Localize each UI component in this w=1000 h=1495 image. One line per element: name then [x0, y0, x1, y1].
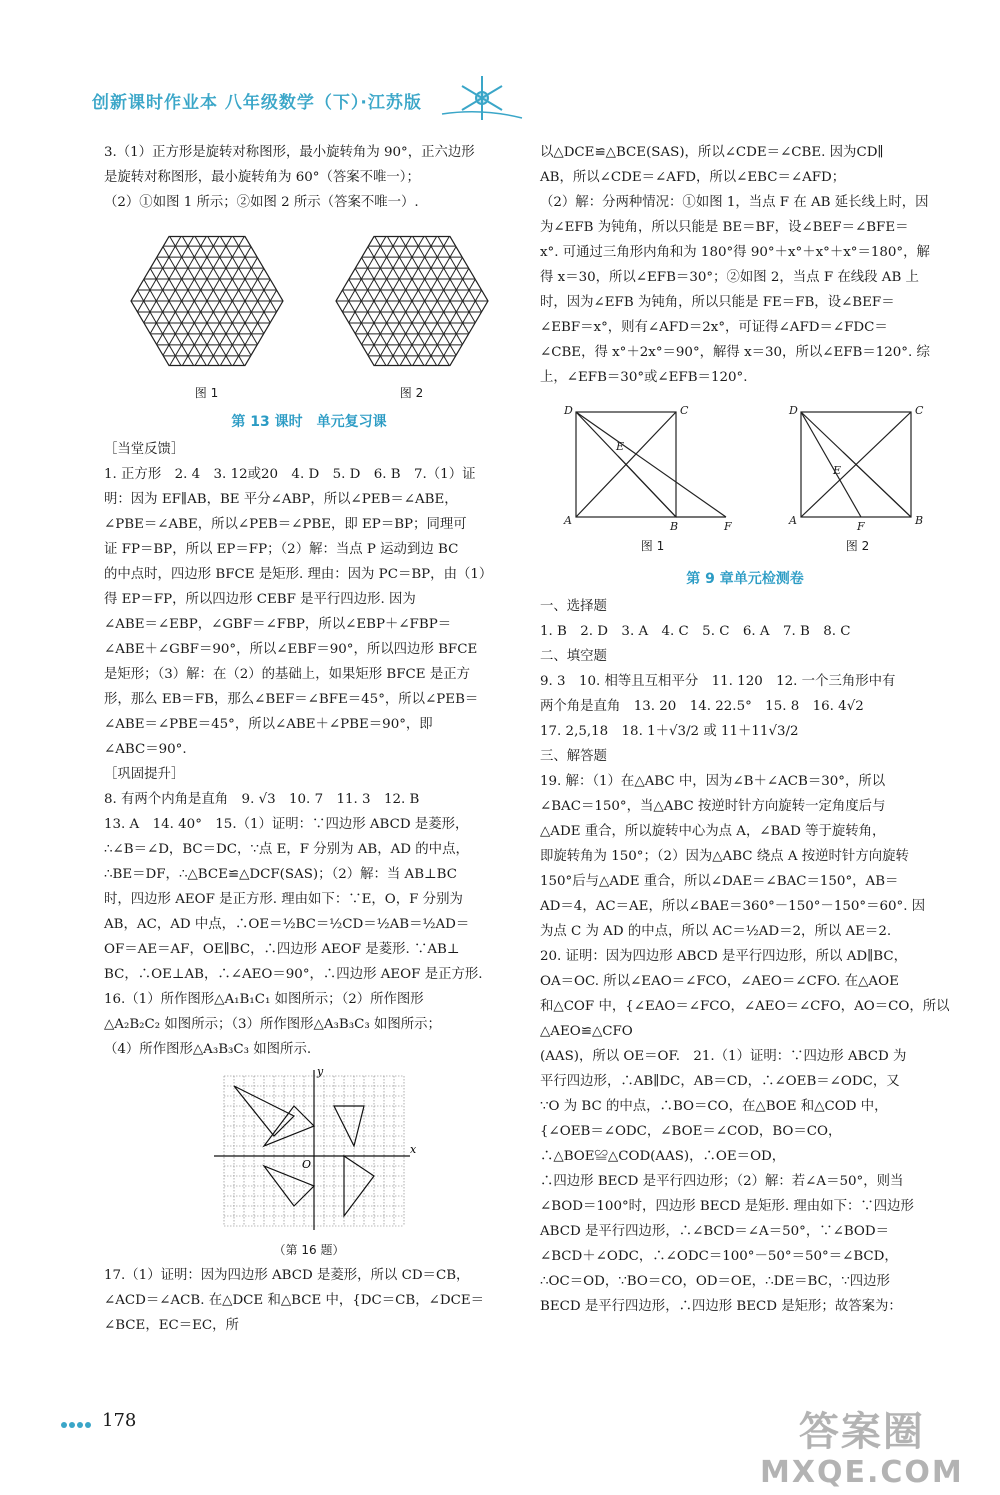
answer-17: 17.（1）证明：因为四边形 ABCD 是菱形，所以 CD＝CB， ∠ACD＝∠ACB. 在△DCE 和△BCE 中，{DC＝CB，∠DCE＝∠BCE，EC＝EC，所 — [104, 1268, 485, 1333]
running-header: 创新课时作业本 八年级数学（下）·江苏版 — [92, 93, 422, 113]
svg-text:D: D — [788, 404, 798, 417]
snowflake-decoration-icon — [442, 68, 522, 128]
feedback-label: ［当堂反馈］ — [104, 442, 185, 457]
chapter-title: 第 9 章单元检测卷 — [686, 571, 804, 587]
svg-text:F: F — [723, 520, 732, 533]
square-figures — [540, 404, 950, 559]
svg-text:D: D — [563, 404, 573, 417]
hexagon-figure-1: 图 1 — [117, 221, 297, 406]
svg-text:B: B — [914, 514, 923, 527]
svg-text:E: E — [832, 464, 841, 477]
page-number-decoration-icon — [60, 1418, 100, 1432]
watermark: 答案圈 MXQE.COM — [760, 1409, 964, 1490]
section-fill: 二、填空题 — [540, 649, 607, 664]
feedback-answers: 1. 正方形 2. 4 3. 12或20 4. D 5. D 6. B 7.（1）证 明：因为 EF∥AB，BE 平分∠ABP，所以∠PEB＝∠ABE， ∠PBE＝∠ABE，所以∠PEB＝∠PBE，即 EP＝BP；同理可 证 FP＝BP，所以 EP＝FP；（2）解：当点 P 运动到边 BC 的中点时，四边形 BFCE 是矩形. 理由：因为 PC＝BP，由（1） 得 EP＝FP，所以四边形 CEBF 是平行四边形. 因为 ∠ABE＝∠EBP，∠GBF＝∠FBP，所以∠EBP＋∠FBP＝ ∠ABE＋∠GBF＝90°，所以∠EBF＝90°，所以四边形 BFCE 是矩形；（3）解：在（2）的基础上，如果矩形 BFCE 是正方 形，那么 EB＝FB，那么∠BEF＝∠BFE＝45°，所以∠PEB＝ ∠ABE＝∠PBE＝45°，所以∠ABE＋∠PBE＝90°，即 ∠ABC＝90°. — [104, 467, 493, 757]
answer-17-continued: 以△DCE≌△BCE(SAS)，所以∠CDE＝∠CBE. 因为CD∥ AB，所以∠CDE＝∠AFD，所以∠EBC＝∠AFD； （2）解：分两种情况：①如图 1，当点 F 在 AB 延长线上时，因 为∠EFB 为钝角，所以只能是 BE＝BF，设∠BEF＝∠BFE＝ x°. 可通过三角形内角和为 180°得 90°＋x°＋x°＋x°＝180°，解 得 x＝30，所以∠EFB＝30°；②如图 2，当点 F 在线段 AB 上 时，因为∠EFB 为钝角，所以只能是 FE＝FB，设∠BEF＝ ∠EBF＝x°，则有∠AFD＝2x°，可证得∠AFD＝∠FDC＝ ∠CBE，得 x°＋2x°＝90°，解得 x＝30，所以∠EFB＝120°. 综 上，∠EFB＝30°或∠EFB＝120°. — [540, 145, 930, 385]
section-choice: 一、选择题 — [540, 599, 607, 614]
hexagon-figures — [104, 221, 514, 406]
svg-text:A: A — [788, 514, 797, 527]
improve-answers: 8. 有两个内角是直角 9. √3 10. 7 11. 3 12. B 13. A 14. 40° 15.（1）证明：∵四边形 ABCD 是菱形， ∴∠B＝∠D，BC＝DC，∵点 E，F 分别为 AB，AD 的中点， ∴BE＝DF，∴△BCE≌△DCF(SAS)；（2）解：当 AB⊥BC 时，四边形 AEOF 是正方形. 理由如下：∵E，O，F 分别为 AB，AC，AD 中点，∴OE＝½BC＝½CD＝½AB＝½AD＝ OF＝AE＝AF，OE∥BC，∴四边形 AEOF 是菱形. ∵AB⊥ BC，∴OE⊥AB，∴∠AEO＝90°，∴四边形 AEOF 是正方形. 16.（1）所作图形△A₁B₁C₁ 如图所示；（2）所作图形 △A₂B₂C₂ 如图所示；（3）所作图形△A₃B₃C₃ 如图所示； （4）所作图形△A₃B₃C₃ 如图所示. — [104, 792, 483, 1057]
axis-label: y — [317, 1065, 324, 1078]
axis-label: x — [410, 1143, 417, 1156]
svg-text:C: C — [679, 404, 688, 417]
hexagon-figure-2: 图 2 — [322, 221, 502, 406]
square-figure-2: D C A B F E 图 2 — [783, 404, 933, 559]
section-solve: 三、解答题 — [540, 749, 607, 764]
svg-text:F: F — [856, 520, 865, 533]
grid-figure-16: O x y （第 16 题） — [104, 1068, 514, 1263]
left-column — [104, 140, 514, 1338]
page-number: 178 — [102, 1410, 137, 1431]
fill-answers: 9. 3 10. 相等且互相平分 11. 120 12. 一个三角形中有 两个角是直角 13. 20 14. 22.5° 15. 8 16. 4√2 17. 2,5,18 18. 1＋√3/2 或 11＋11√3/2 — [540, 674, 896, 739]
svg-text:A: A — [563, 514, 572, 527]
svg-text:C: C — [914, 404, 923, 417]
answer-3: 3.（1）正方形是旋转对称图形，最小旋转角为 90°，正六边形 是旋转对称图形，最小旋转角为 60°（答案不唯一）； （2）①如图 1 所示；②如图 2 所示（答案不唯一）. — [104, 145, 475, 210]
square-diagram-2 — [783, 404, 933, 534]
square-diagram-1 — [558, 404, 748, 534]
square-figure-1: D C A B F E 图 1 — [558, 404, 748, 559]
right-column — [540, 140, 950, 1319]
svg-text:B: B — [669, 520, 678, 533]
improve-label: ［巩固提升］ — [104, 767, 185, 782]
lesson-title: 第 13 课时 单元复习课 — [231, 414, 387, 430]
choice-answers: 1. B 2. D 3. A 4. C 5. C 6. A 7. B 8. C — [540, 624, 851, 639]
svg-text:E: E — [615, 440, 624, 453]
axis-label: O — [302, 1158, 312, 1171]
solve-answers: 19. 解：（1）在△ABC 中，因为∠B＋∠ACB＝30°，所以 ∠BAC＝150°，当△ABC 按逆时针方向旋转一定角度后与 △ADE 重合，所以旋转中心为点 A，∠BAD 等于旋转角， 即旋转角为 150°；（2）因为△ABC 绕点 A 按逆时针方向旋转 150°后与△ADE 重合，所以∠DAE＝∠BAC＝150°，AB＝ AD＝4，AC＝AE，所以∠BAE＝360°－150°－150°＝60°. 因 为点 C 为 AD 的中点，所以 AC＝½AD＝2，所以 AE＝2. 20. 证明：因为四边形 ABCD 是平行四边形，所以 AD∥BC， OA＝OC. 所以∠EAO＝∠FCO，∠AEO＝∠CFO. 在△AOE 和△COF 中，{∠EAO＝∠FCO，∠AEO＝∠CFO，AO＝CO，所以△AEO≌△CFO (AAS)，所以 OE＝OF. 21.（1）证明：∵四边形 ABCD 为 平行四边形，∴AB∥DC，AB＝CD，∴∠OEB＝∠ODC，又 ∵O 为 BC 的中点，∴BO＝CO，在△BOE 和△COD 中， {∠OEB＝∠ODC，∠BOE＝∠COD，BO＝CO，∴△BOE≌△COD(AAS)，∴OE＝OD， ∴四边形 BECD 是平行四边形；（2）解：若∠A＝50°，则当 ∠BOD＝100°时，四边形 BECD 是矩形. 理由如下：∵四边形 ABCD 是平行四边形，∴∠BCD＝∠A＝50°，∵∠BOD＝ ∠BCD＋∠ODC，∴∠ODC＝100°－50°＝50°＝∠BCD， ∴OC＝OD，∵BO＝CO，OD＝OE，∴DE＝BC，∵四边形 BECD 是平行四边形，∴四边形 BECD 是矩形；故答案为： — [540, 774, 950, 1314]
